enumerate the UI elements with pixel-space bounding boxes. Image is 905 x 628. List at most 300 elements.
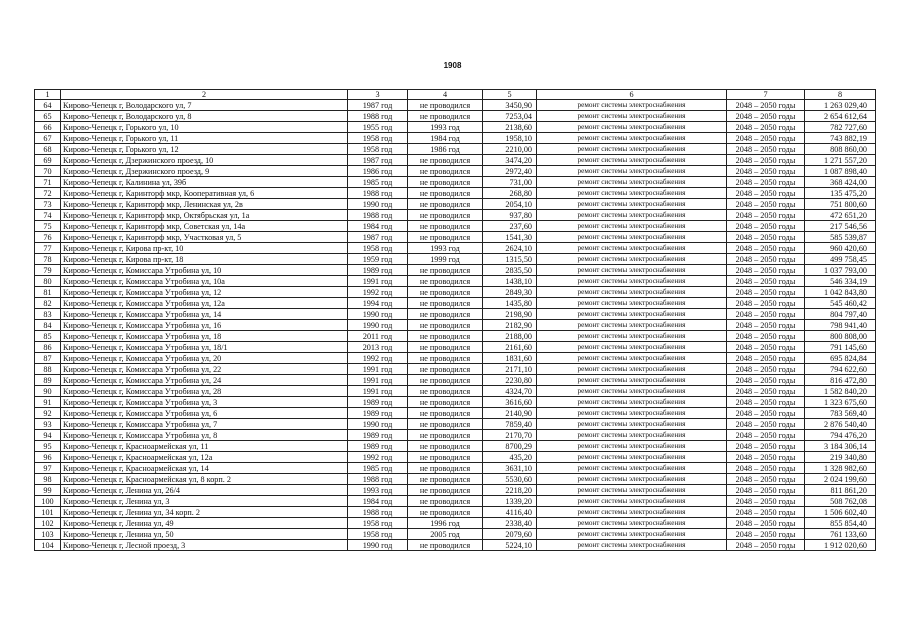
address-cell: Кирово-Чепецк г, Комиссара Утробина ул, 8 (61, 430, 348, 441)
work-type-cell: ремонт системы электроснабжения (537, 375, 727, 386)
table-row (35, 540, 876, 551)
area-cell: 4324,70 (483, 386, 537, 397)
work-type-cell: ремонт системы электроснабжения (537, 320, 727, 331)
last-repair-cell: не проводился (408, 496, 483, 507)
table-row (35, 463, 876, 474)
period-cell: 2048 – 2050 годы (727, 419, 805, 430)
period-cell: 2048 – 2050 годы (727, 232, 805, 243)
build-year-cell: 1958 год (348, 529, 408, 540)
build-year-cell: 1991 год (348, 386, 408, 397)
last-repair-cell: не проводился (408, 287, 483, 298)
cost-cell: 3 184 306,14 (805, 441, 876, 452)
table-row (35, 496, 876, 507)
cost-cell: 794 476,20 (805, 430, 876, 441)
table-row (35, 529, 876, 540)
row-number-cell: 97 (35, 463, 61, 474)
period-cell: 2048 – 2050 годы (727, 397, 805, 408)
last-repair-cell: не проводился (408, 419, 483, 430)
area-cell: 2182,90 (483, 320, 537, 331)
cost-cell: 2 876 540,40 (805, 419, 876, 430)
period-cell: 2048 – 2050 годы (727, 320, 805, 331)
work-type-cell: ремонт системы электроснабжения (537, 452, 727, 463)
last-repair-cell: 1993 год (408, 122, 483, 133)
address-cell: Кирово-Чепецк г, Комиссара Утробина ул, 3 (61, 397, 348, 408)
area-cell: 731,00 (483, 177, 537, 188)
table-row (35, 485, 876, 496)
period-cell: 2048 – 2050 годы (727, 496, 805, 507)
build-year-cell: 1990 год (348, 320, 408, 331)
period-cell: 2048 – 2050 годы (727, 243, 805, 254)
period-cell: 2048 – 2050 годы (727, 430, 805, 441)
area-cell: 2079,60 (483, 529, 537, 540)
cost-cell: 219 340,80 (805, 452, 876, 463)
build-year-cell: 1989 год (348, 430, 408, 441)
table-row (35, 364, 876, 375)
last-repair-cell: не проводился (408, 364, 483, 375)
build-year-cell: 1990 год (348, 419, 408, 430)
last-repair-cell: не проводился (408, 463, 483, 474)
address-cell: Кирово-Чепецк г, Горького ул, 12 (61, 144, 348, 155)
last-repair-cell: не проводился (408, 452, 483, 463)
area-cell: 2835,50 (483, 265, 537, 276)
period-cell: 2048 – 2050 годы (727, 210, 805, 221)
row-number-cell: 74 (35, 210, 61, 221)
row-number-cell: 102 (35, 518, 61, 529)
cost-cell: 1 506 602,40 (805, 507, 876, 518)
cost-cell: 761 133,60 (805, 529, 876, 540)
area-cell: 2338,40 (483, 518, 537, 529)
cost-cell: 811 861,20 (805, 485, 876, 496)
build-year-cell: 1984 год (348, 221, 408, 232)
area-cell: 3474,20 (483, 155, 537, 166)
work-type-cell: ремонт системы электроснабжения (537, 243, 727, 254)
table-row (35, 133, 876, 144)
work-type-cell: ремонт системы электроснабжения (537, 507, 727, 518)
cost-cell: 545 460,42 (805, 298, 876, 309)
row-number-cell: 64 (35, 100, 61, 111)
table-row (35, 188, 876, 199)
work-type-cell: ремонт системы электроснабжения (537, 496, 727, 507)
build-year-cell: 1986 год (348, 166, 408, 177)
build-year-cell: 1988 год (348, 210, 408, 221)
address-cell: Кирово-Чепецк г, Комиссара Утробина ул, 12а (61, 298, 348, 309)
address-cell: Кирово-Чепецк г, Комиссара Утробина ул, 28 (61, 386, 348, 397)
cost-cell: 798 941,40 (805, 320, 876, 331)
table-row (35, 441, 876, 452)
last-repair-cell: не проводился (408, 342, 483, 353)
last-repair-cell: не проводился (408, 177, 483, 188)
row-number-cell: 89 (35, 375, 61, 386)
address-cell: Кирово-Чепецк г, Комиссара Утробина ул, 10 (61, 265, 348, 276)
work-type-cell: ремонт системы электроснабжения (537, 331, 727, 342)
last-repair-cell: не проводился (408, 386, 483, 397)
address-cell: Кирово-Чепецк г, Ленина ул, 3 (61, 496, 348, 507)
last-repair-cell: 2005 год (408, 529, 483, 540)
period-cell: 2048 – 2050 годы (727, 133, 805, 144)
last-repair-cell: не проводился (408, 111, 483, 122)
cost-cell: 472 651,20 (805, 210, 876, 221)
cost-cell: 816 472,80 (805, 375, 876, 386)
last-repair-cell: не проводился (408, 430, 483, 441)
build-year-cell: 1990 год (348, 309, 408, 320)
work-type-cell: ремонт системы электроснабжения (537, 155, 727, 166)
area-cell: 3450,90 (483, 100, 537, 111)
cost-cell: 804 797,40 (805, 309, 876, 320)
address-cell: Кирово-Чепецк г, Калинина ул, 39б (61, 177, 348, 188)
last-repair-cell: не проводился (408, 540, 483, 551)
cost-cell: 783 569,40 (805, 408, 876, 419)
work-type-cell: ремонт системы электроснабжения (537, 309, 727, 320)
work-type-cell: ремонт системы электроснабжения (537, 287, 727, 298)
last-repair-cell: не проводился (408, 188, 483, 199)
address-cell: Кирово-Чепецк г, Кирова пр-кт, 18 (61, 254, 348, 265)
work-type-cell: ремонт системы электроснабжения (537, 386, 727, 397)
cost-cell: 1 042 843,80 (805, 287, 876, 298)
area-cell: 2210,00 (483, 144, 537, 155)
cost-cell: 546 334,19 (805, 276, 876, 287)
table-row (35, 430, 876, 441)
row-number-cell: 69 (35, 155, 61, 166)
period-cell: 2048 – 2050 годы (727, 298, 805, 309)
build-year-cell: 1958 год (348, 133, 408, 144)
build-year-cell: 1992 год (348, 287, 408, 298)
period-cell: 2048 – 2050 годы (727, 342, 805, 353)
row-number-cell: 73 (35, 199, 61, 210)
row-number-cell: 76 (35, 232, 61, 243)
build-year-cell: 1958 год (348, 144, 408, 155)
address-cell: Кирово-Чепецк г, Дзержинского проезд, 9 (61, 166, 348, 177)
table-row (35, 210, 876, 221)
build-year-cell: 1992 год (348, 353, 408, 364)
build-year-cell: 1988 год (348, 111, 408, 122)
table-row (35, 166, 876, 177)
cost-cell: 1 323 675,60 (805, 397, 876, 408)
row-number-cell: 65 (35, 111, 61, 122)
address-cell: Кирово-Чепецк г, Комиссара Утробина ул, 18 (61, 331, 348, 342)
period-cell: 2048 – 2050 годы (727, 177, 805, 188)
work-type-cell: ремонт системы электроснабжения (537, 166, 727, 177)
work-type-cell: ремонт системы электроснабжения (537, 254, 727, 265)
cost-cell: 1 087 898,40 (805, 166, 876, 177)
work-type-cell: ремонт системы электроснабжения (537, 342, 727, 353)
address-cell: Кирово-Чепецк г, Каринторф мкр, Советская ул, 14а (61, 221, 348, 232)
area-cell: 2972,40 (483, 166, 537, 177)
area-cell: 1831,60 (483, 353, 537, 364)
last-repair-cell: не проводился (408, 441, 483, 452)
period-cell: 2048 – 2050 годы (727, 375, 805, 386)
area-cell: 268,80 (483, 188, 537, 199)
row-number-cell: 67 (35, 133, 61, 144)
area-cell: 937,80 (483, 210, 537, 221)
table-row (35, 298, 876, 309)
cost-cell: 585 539,87 (805, 232, 876, 243)
work-type-cell: ремонт системы электроснабжения (537, 188, 727, 199)
address-cell: Кирово-Чепецк г, Комиссара Утробина ул, 10а (61, 276, 348, 287)
last-repair-cell: не проводился (408, 485, 483, 496)
table-row (35, 474, 876, 485)
table-row (35, 243, 876, 254)
cost-cell: 808 860,00 (805, 144, 876, 155)
address-cell: Кирово-Чепецк г, Володарского ул, 7 (61, 100, 348, 111)
cost-cell: 2 654 612,64 (805, 111, 876, 122)
area-cell: 2188,00 (483, 331, 537, 342)
period-cell: 2048 – 2050 годы (727, 122, 805, 133)
work-type-cell: ремонт системы электроснабжения (537, 441, 727, 452)
period-cell: 2048 – 2050 годы (727, 331, 805, 342)
address-cell: Кирово-Чепецк г, Комиссара Утробина ул, 20 (61, 353, 348, 364)
last-repair-cell: не проводился (408, 155, 483, 166)
row-number-cell: 90 (35, 386, 61, 397)
row-number-cell: 103 (35, 529, 61, 540)
address-cell: Кирово-Чепецк г, Ленина ул, 26/4 (61, 485, 348, 496)
table-body (35, 100, 876, 551)
work-type-cell: ремонт системы электроснабжения (537, 221, 727, 232)
period-cell: 2048 – 2050 годы (727, 309, 805, 320)
address-cell: Кирово-Чепецк г, Комиссара Утробина ул, 22 (61, 364, 348, 375)
period-cell: 2048 – 2050 годы (727, 452, 805, 463)
build-year-cell: 1958 год (348, 518, 408, 529)
period-cell: 2048 – 2050 годы (727, 529, 805, 540)
last-repair-cell: 1999 год (408, 254, 483, 265)
row-number-cell: 101 (35, 507, 61, 518)
period-cell: 2048 – 2050 годы (727, 540, 805, 551)
work-type-cell: ремонт системы электроснабжения (537, 463, 727, 474)
table-row (35, 155, 876, 166)
address-cell: Кирово-Чепецк г, Красноармейская ул, 11 (61, 441, 348, 452)
build-year-cell: 1994 год (348, 298, 408, 309)
row-number-cell: 87 (35, 353, 61, 364)
last-repair-cell: не проводился (408, 397, 483, 408)
last-repair-cell: 1986 год (408, 144, 483, 155)
build-year-cell: 1955 год (348, 122, 408, 133)
address-cell: Кирово-Чепецк г, Красноармейская ул, 8 корп. 2 (61, 474, 348, 485)
area-cell: 7859,40 (483, 419, 537, 430)
table-row (35, 419, 876, 430)
table-row (35, 331, 876, 342)
build-year-cell: 1991 год (348, 375, 408, 386)
address-cell: Кирово-Чепецк г, Комиссара Утробина ул, 12 (61, 287, 348, 298)
work-type-cell: ремонт системы электроснабжения (537, 408, 727, 419)
period-cell: 2048 – 2050 годы (727, 166, 805, 177)
last-repair-cell: не проводился (408, 298, 483, 309)
cost-cell: 1 037 793,00 (805, 265, 876, 276)
cost-cell: 782 727,60 (805, 122, 876, 133)
period-cell: 2048 – 2050 годы (727, 111, 805, 122)
cost-cell: 217 546,56 (805, 221, 876, 232)
work-type-cell: ремонт системы электроснабжения (537, 485, 727, 496)
table-row (35, 375, 876, 386)
cost-cell: 135 475,20 (805, 188, 876, 199)
cost-cell: 855 854,40 (805, 518, 876, 529)
last-repair-cell: 1984 год (408, 133, 483, 144)
last-repair-cell: не проводился (408, 199, 483, 210)
cost-cell: 791 145,60 (805, 342, 876, 353)
work-type-cell: ремонт системы электроснабжения (537, 364, 727, 375)
build-year-cell: 1989 год (348, 397, 408, 408)
area-cell: 2171,10 (483, 364, 537, 375)
table-header-row (35, 90, 876, 100)
build-year-cell: 2011 год (348, 331, 408, 342)
area-cell: 2849,30 (483, 287, 537, 298)
build-year-cell: 2013 год (348, 342, 408, 353)
address-cell: Кирово-Чепецк г, Комиссара Утробина ул, 18/1 (61, 342, 348, 353)
cost-cell: 499 758,45 (805, 254, 876, 265)
row-number-cell: 100 (35, 496, 61, 507)
work-type-cell: ремонт системы электроснабжения (537, 529, 727, 540)
address-cell: Кирово-Чепецк г, Ленина ул, 50 (61, 529, 348, 540)
period-cell: 2048 – 2050 годы (727, 100, 805, 111)
address-cell: Кирово-Чепецк г, Комиссара Утробина ул, 24 (61, 375, 348, 386)
work-type-cell: ремонт системы электроснабжения (537, 430, 727, 441)
last-repair-cell: не проводился (408, 474, 483, 485)
row-number-cell: 70 (35, 166, 61, 177)
table-row (35, 232, 876, 243)
row-number-cell: 93 (35, 419, 61, 430)
work-type-cell: ремонт системы электроснабжения (537, 133, 727, 144)
address-cell: Кирово-Чепецк г, Ленина ул, 34 корп. 2 (61, 507, 348, 518)
period-cell: 2048 – 2050 годы (727, 441, 805, 452)
work-type-cell: ремонт системы электроснабжения (537, 232, 727, 243)
work-type-cell: ремонт системы электроснабжения (537, 540, 727, 551)
address-cell: Кирово-Чепецк г, Комиссара Утробина ул, 16 (61, 320, 348, 331)
address-cell: Кирово-Чепецк г, Дзержинского проезд, 10 (61, 155, 348, 166)
table-row (35, 276, 876, 287)
last-repair-cell: не проводился (408, 309, 483, 320)
address-cell: Кирово-Чепецк г, Горького ул, 10 (61, 122, 348, 133)
area-cell: 8700,29 (483, 441, 537, 452)
table-row (35, 342, 876, 353)
table-row (35, 397, 876, 408)
period-cell: 2048 – 2050 годы (727, 353, 805, 364)
address-cell: Кирово-Чепецк г, Комиссара Утробина ул, 7 (61, 419, 348, 430)
cost-cell: 800 808,00 (805, 331, 876, 342)
build-year-cell: 1991 год (348, 364, 408, 375)
build-year-cell: 1985 год (348, 463, 408, 474)
period-cell: 2048 – 2050 годы (727, 474, 805, 485)
page-number: 1908 (443, 61, 462, 70)
row-number-cell: 92 (35, 408, 61, 419)
area-cell: 4116,40 (483, 507, 537, 518)
area-cell: 1541,30 (483, 232, 537, 243)
row-number-cell: 75 (35, 221, 61, 232)
table-row (35, 122, 876, 133)
last-repair-cell: не проводился (408, 507, 483, 518)
work-type-cell: ремонт системы электроснабжения (537, 199, 727, 210)
table-row (35, 199, 876, 210)
work-type-cell: ремонт системы электроснабжения (537, 298, 727, 309)
period-cell: 2048 – 2050 годы (727, 265, 805, 276)
last-repair-cell: не проводился (408, 265, 483, 276)
build-year-cell: 1989 год (348, 408, 408, 419)
row-number-cell: 81 (35, 287, 61, 298)
build-year-cell: 1987 год (348, 155, 408, 166)
row-number-cell: 96 (35, 452, 61, 463)
area-cell: 237,60 (483, 221, 537, 232)
table-row (35, 254, 876, 265)
address-cell: Кирово-Чепецк г, Каринторф мкр, Участковая ул, 5 (61, 232, 348, 243)
build-year-cell: 1989 год (348, 441, 408, 452)
build-year-cell: 1987 год (348, 232, 408, 243)
work-type-cell: ремонт системы электроснабжения (537, 474, 727, 485)
work-type-cell: ремонт системы электроснабжения (537, 265, 727, 276)
address-cell: Кирово-Чепецк г, Каринторф мкр, Ленинская ул, 2в (61, 199, 348, 210)
row-number-cell: 91 (35, 397, 61, 408)
work-type-cell: ремонт системы электроснабжения (537, 111, 727, 122)
table-row (35, 518, 876, 529)
row-number-cell: 68 (35, 144, 61, 155)
table-row (35, 144, 876, 155)
column-header: 5 (483, 90, 537, 100)
cost-cell: 368 424,00 (805, 177, 876, 188)
build-year-cell: 1985 год (348, 177, 408, 188)
last-repair-cell: не проводился (408, 221, 483, 232)
cost-cell: 1 582 840,20 (805, 386, 876, 397)
area-cell: 2138,60 (483, 122, 537, 133)
work-type-cell: ремонт системы электроснабжения (537, 144, 727, 155)
area-cell: 2218,20 (483, 485, 537, 496)
period-cell: 2048 – 2050 годы (727, 485, 805, 496)
last-repair-cell: не проводился (408, 232, 483, 243)
address-cell: Кирово-Чепецк г, Комиссара Утробина ул, 6 (61, 408, 348, 419)
build-year-cell: 1992 год (348, 452, 408, 463)
area-cell: 2198,90 (483, 309, 537, 320)
area-cell: 1958,10 (483, 133, 537, 144)
table-row (35, 320, 876, 331)
area-cell: 2140,90 (483, 408, 537, 419)
table-row (35, 111, 876, 122)
row-number-cell: 99 (35, 485, 61, 496)
build-year-cell: 1958 год (348, 243, 408, 254)
row-number-cell: 104 (35, 540, 61, 551)
work-type-cell: ремонт системы электроснабжения (537, 419, 727, 430)
period-cell: 2048 – 2050 годы (727, 199, 805, 210)
work-type-cell: ремонт системы электроснабжения (537, 177, 727, 188)
row-number-cell: 86 (35, 342, 61, 353)
row-number-cell: 79 (35, 265, 61, 276)
build-year-cell: 1991 год (348, 276, 408, 287)
period-cell: 2048 – 2050 годы (727, 276, 805, 287)
row-number-cell: 95 (35, 441, 61, 452)
last-repair-cell: не проводился (408, 210, 483, 221)
area-cell: 2230,80 (483, 375, 537, 386)
last-repair-cell: не проводился (408, 100, 483, 111)
last-repair-cell: не проводился (408, 166, 483, 177)
build-year-cell: 1959 год (348, 254, 408, 265)
period-cell: 2048 – 2050 годы (727, 188, 805, 199)
cost-cell: 508 762,08 (805, 496, 876, 507)
area-cell: 2054,10 (483, 199, 537, 210)
table-row (35, 221, 876, 232)
last-repair-cell: не проводился (408, 375, 483, 386)
address-cell: Кирово-Чепецк г, Горького ул, 11 (61, 133, 348, 144)
column-header: 1 (35, 90, 61, 100)
row-number-cell: 98 (35, 474, 61, 485)
table-row (35, 265, 876, 276)
table-row (35, 353, 876, 364)
period-cell: 2048 – 2050 годы (727, 408, 805, 419)
address-cell: Кирово-Чепецк г, Кирова пр-кт, 10 (61, 243, 348, 254)
build-year-cell: 1988 год (348, 474, 408, 485)
work-type-cell: ремонт системы электроснабжения (537, 397, 727, 408)
area-cell: 1339,20 (483, 496, 537, 507)
table-row (35, 100, 876, 111)
area-cell: 1435,80 (483, 298, 537, 309)
cost-cell: 1 328 982,60 (805, 463, 876, 474)
cost-cell: 751 800,60 (805, 199, 876, 210)
cost-cell: 2 024 199,60 (805, 474, 876, 485)
cost-cell: 1 263 029,40 (805, 100, 876, 111)
row-number-cell: 78 (35, 254, 61, 265)
